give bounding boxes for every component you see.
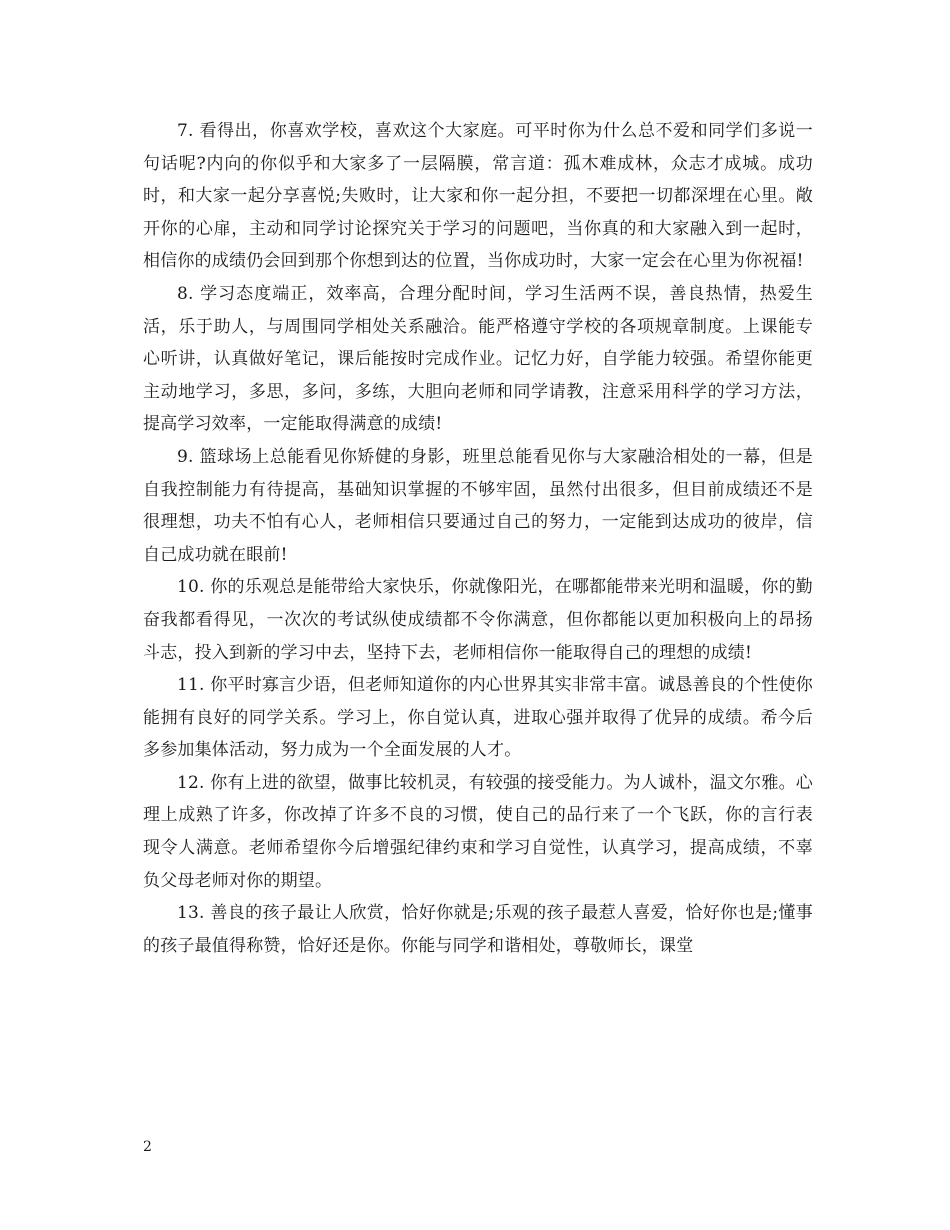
paragraph-13: 13. 善良的孩子最让人欣赏，恰好你就是;乐观的孩子最惹人喜爱，恰好你也是;懂事的孩子最值得称赞，恰好还是你。你能与同学和谐相处，尊敬师长，课堂 bbox=[143, 903, 813, 956]
paragraph-11: 11. 你平时寡言少语，但老师知道你的内心世界其实非常丰富。诚恳善良的个性使你能拥有良好的同学关系。学习上，你自觉认真，进取心强并取得了优异的成绩。希今后多参加集体活动，努力成为一个全面发展的人才。 bbox=[143, 675, 813, 761]
paragraph-7: 7. 看得出，你喜欢学校，喜欢这个大家庭。可平时你为什么总不爱和同学们多说一句话呢?内向的你似乎和大家多了一层隔膜，常言道：孤木难成林，众志才成城。成功时，和大家一起分享喜悦;失败时，让大家和你一起分担，不要把一切都深埋在心里。敞开你的心扉，主动和同学讨论探究关于学习的问题吧，当你真的和大家融入到一起时，相信你的成绩仍会回到那个你想到达的位置，当你成功时，大家一定会在心里为你祝福! bbox=[143, 121, 813, 272]
document-body bbox=[143, 115, 813, 962]
page-number: 2 bbox=[143, 1139, 152, 1155]
paragraph-8: 8. 学习态度端正，效率高，合理分配时间，学习生活两不误，善良热情，热爱生活，乐于助人，与周围同学相处关系融洽。能严格遵守学校的各项规章制度。上课能专心听讲，认真做好笔记，课后能按时完成作业。记忆力好，自学能力较强。希望你能更主动地学习，多思，多问，多练，大胆向老师和同学请教，注意采用科学的学习方法，提高学习效率，一定能取得满意的成绩! bbox=[143, 283, 813, 435]
paragraph-10: 10. 你的乐观总是能带给大家快乐，你就像阳光，在哪都能带来光明和温暖，你的勤奋我都看得见，一次次的考试纵使成绩都不令你满意，但你都能以更加积极向上的昂扬斗志，投入到新的学习中去，坚持下去，老师相信你一能取得自己的理想的成绩! bbox=[143, 577, 813, 663]
paragraph-12: 12. 你有上进的欲望，做事比较机灵，有较强的接受能力。为人诚朴，温文尔雅。心理上成熟了许多，你改掉了许多不良的习惯，使自己的品行来了一个飞跃，你的言行表现令人满意。老师希望你今后增强纪律约束和学习自觉性，认真学习，提高成绩，不辜负父母老师对你的期望。 bbox=[143, 772, 813, 891]
paragraph-9: 9. 篮球场上总能看见你矫健的身影，班里总能看见你与大家融洽相处的一幕，但是自我控制能力有待提高，基础知识掌握的不够牢固，虽然付出很多，但目前成绩还不是很理想，功夫不怕有心人，老师相信只要通过自己的努力，一定能到达成功的彼岸，信自己成功就在眼前! bbox=[143, 446, 813, 565]
